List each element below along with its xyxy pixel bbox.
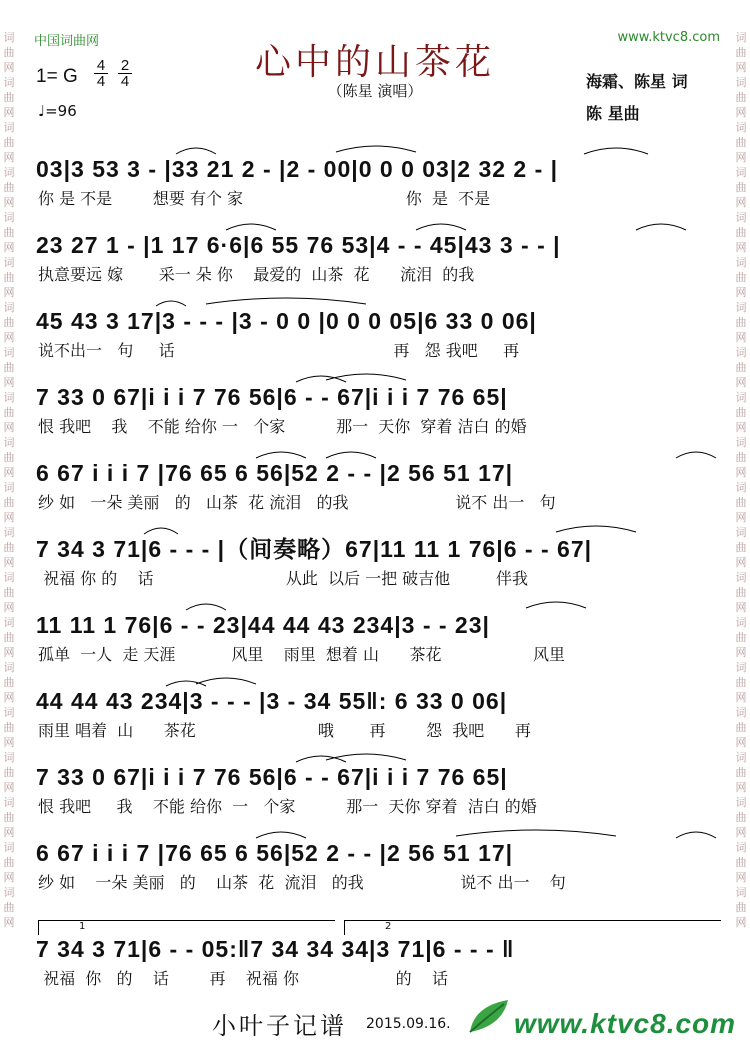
- volta-second-ending: [344, 920, 721, 935]
- key-signature: 1= G: [36, 66, 78, 87]
- music-line: 7 33 0 67|i i i 7 76 56|6 - - 67|i i i 7 76 65|: [36, 764, 508, 790]
- lyric-line: 恨 我吧 我 不能 给你 一 个家 那一 天你 穿着 洁白 的婚: [38, 417, 527, 436]
- lyric-line: 说不出一 句 话 再 怨 我吧 再: [38, 341, 520, 360]
- lyric-line: 孤单 一人 走 天涯 风里 雨里 想着 山 茶花 风里: [38, 645, 566, 664]
- time-signature-1: [94, 58, 108, 89]
- lyric-line: 执意要远 嫁 采一 朵 你 最爱的 山茶 花 流泪 的我: [38, 265, 475, 284]
- site-name-left[interactable]: 中国词曲网: [34, 34, 100, 49]
- time-sig-2-top: 2: [120, 57, 130, 74]
- composer-credit: 陈 星曲: [586, 104, 640, 123]
- music-line: 45 43 3 17|3 - - - |3 - 0 0 |0 0 0 05|6 33 0 06|: [36, 308, 537, 334]
- music-line: 6 67 i i i 7 |76 65 6 56|52 2 - - |2 56 51 17|: [36, 840, 514, 866]
- credits: [586, 66, 688, 130]
- site-url-right[interactable]: www.ktvc8.com: [617, 30, 720, 45]
- music-line: 23 27 1 - |1 17 6·6|6 55 76 53|4 - - 45|43 3 - - |: [36, 232, 561, 258]
- lyric-line: 恨 我吧 我 不能 给你 一 个家 那一 天你 穿着 洁白 的婚: [38, 797, 537, 816]
- music-line: 11 11 1 76|6 - - 23|44 44 43 234|3 - - 23|: [36, 612, 490, 638]
- music-line: 03|3 53 3 - |33 21 2 - |2 - 00|0 0 0 03|2 32 2 - |: [36, 156, 559, 182]
- watermark-right: 词曲网词曲网词曲网词曲网词曲网词曲网词曲网词曲网词曲网词曲网词曲网词曲网词曲网词曲网词曲网词曲网词曲网词曲网词曲网词曲网: [735, 31, 747, 929]
- transcriber-signature: 小叶子记谱: [212, 1012, 347, 1040]
- lyric-line: 祝福 你 的 话 再 祝福 你 的 话: [38, 969, 448, 988]
- volta-second-number: 2: [385, 921, 392, 932]
- music-line: 7 34 3 71|6 - - - |（间奏略）67|11 11 1 76|6 - - 67|: [36, 536, 593, 562]
- lyric-line: 祝福 你 的 话 从此 以后 一把 破吉他 伴我: [38, 569, 528, 588]
- lyric-line: 雨里 唱着 山 茶花 哦 再 怨 我吧 再: [38, 721, 531, 740]
- quarter-note-icon: ♩: [38, 102, 46, 120]
- lyric-line: 纱 如 一朵 美丽 的 山茶 花 流泪 的我 说不 出一 句: [38, 493, 556, 512]
- lyric-line: 你 是 不是 想要 有个 家 你 是 不是: [38, 189, 491, 208]
- song-title: 心中的山茶花: [254, 42, 495, 83]
- volta-first-number: 1: [79, 921, 86, 932]
- music-line: 7 34 3 71|6 - - 05:‖7 34 34 34|3 71|6 - - - ‖: [36, 936, 515, 962]
- time-signature-2: [118, 58, 132, 89]
- site-logo-url[interactable]: www.ktvc8.com: [514, 1008, 737, 1039]
- lyricist-credit: 海霜、陈星 词: [586, 72, 688, 91]
- music-line: 44 44 43 234|3 - - - |3 - 34 55‖: 6 33 0 06|: [36, 688, 508, 714]
- lyric-line: 纱 如 一朵 美丽 的 山茶 花 流泪 的我 说不 出一 句: [38, 873, 566, 892]
- tempo-value: =96: [45, 102, 77, 120]
- time-sig-1-top: 4: [96, 57, 106, 74]
- tempo-marking: [38, 102, 77, 120]
- singer-credit: （陈星 演唱）: [327, 82, 423, 100]
- volta-first-ending: [38, 920, 335, 935]
- transcription-date: 2015.09.16.: [366, 1016, 451, 1032]
- time-sig-2-bottom: 4: [120, 73, 130, 90]
- time-sig-1-bottom: 4: [96, 73, 106, 90]
- leaf-logo-icon: [464, 996, 514, 1036]
- music-line: 7 33 0 67|i i i 7 76 56|6 - - 67|i i i 7 76 65|: [36, 384, 508, 410]
- music-line: 6 67 i i i 7 |76 65 6 56|52 2 - - |2 56 51 17|: [36, 460, 514, 486]
- watermark-left: 词曲网词曲网词曲网词曲网词曲网词曲网词曲网词曲网词曲网词曲网词曲网词曲网词曲网词曲网词曲网词曲网词曲网词曲网词曲网词曲网: [3, 31, 15, 929]
